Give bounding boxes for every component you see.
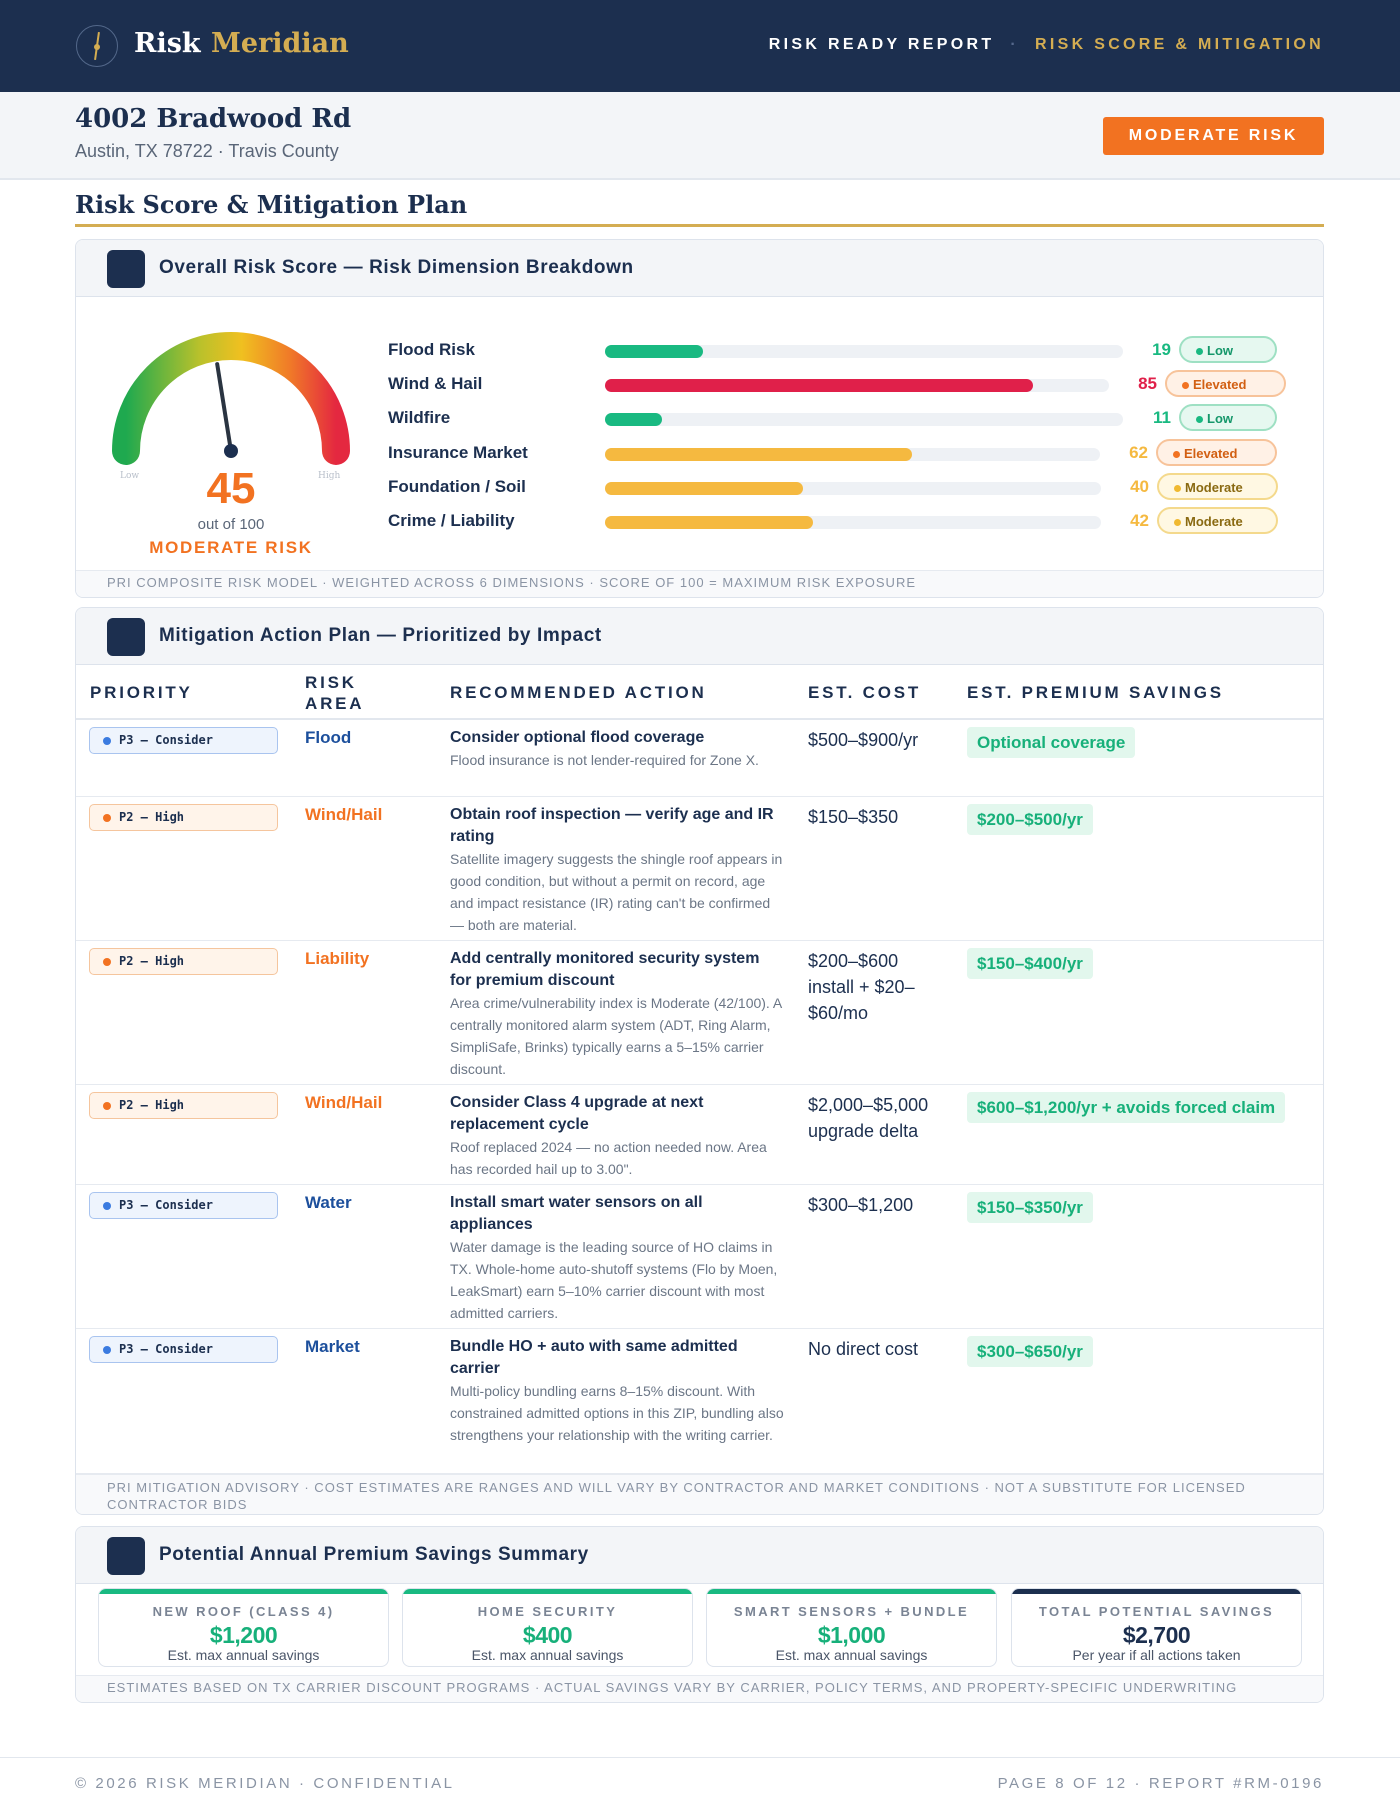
savings-box-value: $1,200 [209,1622,278,1648]
gauge-score: 45 [206,464,256,513]
savings-box [98,1588,389,1667]
premium-savings: Optional coverage [967,727,1135,758]
dimension-score: 42 [1130,511,1149,530]
mitigation-card-header [76,608,1323,665]
risk-area: Market [305,1337,360,1356]
savings-footnote: ESTIMATES BASED ON TX CARRIER DISCOUNT PROGRAMS · ACTUAL SAVINGS VARY BY CARRIER, POLICY TERMS, AND PROPERTY-SPECIFIC UNDERWRITING [76,1675,1323,1702]
gauge-needle [217,364,231,451]
total-savings-box [1011,1588,1302,1667]
action-detail: Water damage is the leading source of HO claims in TX. Whole-home auto-shutoff systems (Flo by Moen, LeakSmart) earn 5–10% carrier discount with most admitted carriers. [450,1239,778,1321]
dimension-level-badge [1165,370,1286,397]
premium-savings: $300–$650/yr [967,1336,1093,1367]
premium-savings: $200–$500/yr [967,804,1093,835]
action-title: Consider Class 4 upgrade at next replacement cycle [450,1094,704,1133]
dimension-bar-fill [605,379,1033,392]
dimension-name: Insurance Market [388,443,528,462]
premium-savings: $150–$350/yr [967,1192,1093,1223]
savings-box-accent [99,1589,388,1594]
dimension-bar-fill [605,413,662,426]
premium-savings: $600–$1,200/yr + avoids forced claim [967,1092,1285,1123]
nav-separator: · [1010,36,1020,53]
dimension-bar-fill [605,482,803,495]
dimension-score: 62 [1129,443,1148,462]
savings-box-value: $400 [522,1622,573,1648]
savings-box [402,1588,693,1667]
dimension-bar-track [605,379,1109,392]
savings-box-label: NEW ROOF (CLASS 4) [152,1604,335,1619]
estimated-cost: $500–$900/yr [808,730,919,750]
table-row [76,720,1323,797]
savings-summary-card [75,1526,1324,1703]
priority-label: P2 — High [119,810,185,824]
col-risk-area: RISK AREA [305,673,365,713]
recommended-action [450,1336,785,1446]
savings-box-accent [707,1589,996,1594]
dimension-level-badge [1156,439,1277,466]
recommended-action [450,948,785,1080]
risk-area: Flood [305,728,352,747]
dimension-level-badge [1179,404,1277,431]
col-action: RECOMMENDED ACTION [450,683,707,702]
gauge-out-of: out of 100 [197,516,265,533]
savings-card-title: Potential Annual Premium Savings Summary [159,1544,589,1565]
savings-box-label: SMART SENSORS + BUNDLE [733,1604,970,1619]
dimension-bar-fill [605,516,813,529]
dimension-name: Wind & Hail [388,374,483,393]
table-row [76,941,1323,1085]
priority-badge [89,948,278,975]
risk-area: Water [305,1193,352,1212]
logo-word-meridian: Meridian [211,28,349,59]
compass-logo-icon [76,25,118,67]
savings-box-caption: Est. max annual savings [167,1647,320,1663]
risk-dimension-row [388,404,1308,434]
dimension-bar-fill [605,345,703,358]
mitigation-table-header [76,665,1323,720]
savings-box [706,1588,997,1667]
gauge-hub [224,444,238,458]
action-title: Bundle HO + auto with same admitted carrier [450,1338,738,1377]
estimated-cost: No direct cost [808,1339,919,1359]
action-detail: Flood insurance is not lender-required for Zone X. [450,752,759,768]
dimension-name: Crime / Liability [388,511,515,530]
top-bar [0,0,1400,92]
action-detail: Satellite imagery suggests the shingle roof appears in good condition, but without a permit on record, age and impact resistance (IR) rating can't be confirmed — both are material. [450,851,783,933]
piggy-bank-icon [107,1537,145,1575]
gauge-dial [106,327,356,487]
property-address: 4002 Bradwood Rd [75,104,352,134]
risk-dimension-row [388,370,1308,400]
gauge-arc [126,346,336,451]
nav-section-title: RISK SCORE & MITIGATION [1035,36,1324,53]
savings-box-accent [403,1589,692,1594]
col-savings: EST. PREMIUM SAVINGS [967,683,1224,702]
savings-box-caption: Est. max annual savings [775,1647,928,1663]
savings-box-value: $2,700 [1122,1622,1191,1648]
dimension-level-badge [1157,507,1278,534]
dimension-score: 85 [1138,374,1157,393]
estimated-cost: $150–$350 [808,807,899,827]
logo-word-risk: Risk [134,28,201,59]
dimension-level-label: Moderate [1185,514,1243,529]
clipboard-icon [107,618,145,656]
risk-score-card-header [76,240,1323,297]
premium-savings: $150–$400/yr [967,948,1093,979]
recommended-action [450,727,785,771]
savings-box-caption: Per year if all actions taken [1072,1647,1241,1663]
estimated-cost: $300–$1,200 [808,1195,914,1215]
dimension-level-label: Elevated [1193,377,1247,392]
dimension-bar-track [605,345,1123,358]
dimension-level-label: Moderate [1185,480,1243,495]
priority-badge [89,1092,278,1119]
priority-badge [89,1192,278,1219]
col-cost: EST. COST [808,683,922,702]
title-divider [75,224,1324,227]
dimension-level-badge [1157,473,1278,500]
priority-badge [89,804,278,831]
dimension-level-badge [1179,336,1277,363]
savings-box-value: $1,000 [817,1622,886,1648]
dimension-bar-fill [605,448,912,461]
dimension-name: Foundation / Soil [388,477,526,496]
savings-box-caption: Est. max annual savings [471,1647,624,1663]
risk-dimension-row [388,507,1308,537]
action-detail: Multi-policy bundling earns 8–15% discount. With constrained admitted options in this ZIP, bundling also strengthens your relationship with the writing carrier. [450,1383,784,1443]
property-header [0,92,1400,180]
risk-area: Liability [305,949,370,968]
gauge-high-label: High [318,471,341,481]
risk-dimension-row [388,336,1308,366]
dimension-level-label: Low [1207,343,1233,358]
action-detail: Roof replaced 2024 — no action needed now. Area has recorded hail up to 3.00". [450,1139,767,1177]
property-location: Austin, TX 78722 · Travis County [75,141,339,161]
risk-score-footnote: PRI COMPOSITE RISK MODEL · WEIGHTED ACROSS 6 DIMENSIONS · SCORE OF 100 = MAXIMUM RISK EXPOSURE [76,570,1323,597]
dimension-bar-track [605,516,1101,529]
priority-label: P2 — High [119,954,185,968]
table-row [76,1085,1323,1185]
col-priority: PRIORITY [90,683,193,702]
dimension-bar-track [605,413,1123,426]
footer-page-number: PAGE 8 OF 12 · REPORT #RM-0196 [997,1775,1324,1792]
top-nav [769,36,1324,54]
priority-label: P3 — Consider [119,1198,213,1212]
risk-dimension-row [388,439,1308,469]
action-title: Consider optional flood coverage [450,729,705,746]
chart-icon [107,250,145,288]
dimension-score: 11 [1153,408,1171,427]
recommended-action [450,1092,785,1180]
table-row [76,1185,1323,1329]
mitigation-card-title: Mitigation Action Plan — Prioritized by Impact [159,625,602,646]
action-detail: Area crime/vulnerability index is Moderate (42/100). A centrally monitored alarm system (ADT, Ring Alarm, SimpliSafe, Brinks) typically earns a 5–15% carrier discount. [450,995,782,1077]
gauge-risk-label: MODERATE RISK [149,538,313,557]
mitigation-footnote: PRI MITIGATION ADVISORY · COST ESTIMATES ARE RANGES AND WILL VARY BY CONTRACTOR AND MARKET CONDITIONS · NOT A SUBSTITUTE FOR LICENSED CONTRACTOR BIDS [76,1474,1323,1514]
savings-box-label: TOTAL POTENTIAL SAVINGS [1038,1604,1275,1619]
table-row [76,797,1323,941]
table-row [76,1329,1323,1474]
recommended-action [450,1192,785,1324]
nav-report-title: RISK READY REPORT [768,36,995,53]
savings-box-accent [1012,1589,1301,1594]
overall-risk-badge: MODERATE RISK [1103,117,1324,155]
dimension-name: Flood Risk [388,340,475,359]
dimension-name: Wildfire [388,408,451,427]
dimension-score: 19 [1152,340,1171,359]
savings-box-label: HOME SECURITY [477,1604,618,1619]
risk-score-card [75,239,1324,598]
dimension-bar-track [605,482,1101,495]
footer-copyright: © 2026 RISK MERIDIAN · CONFIDENTIAL [75,1775,455,1792]
dimension-bar-track [605,448,1100,461]
risk-dimension-row [388,473,1308,503]
priority-badge [89,727,278,754]
footer-divider [0,1757,1400,1758]
recommended-action [450,804,785,936]
risk-area: Wind/Hail [305,1093,383,1112]
action-title: Obtain roof inspection — verify age and IR rating [450,806,774,845]
dimension-score: 40 [1130,477,1149,496]
risk-area: Wind/Hail [305,805,383,824]
risk-score-card-title: Overall Risk Score — Risk Dimension Breakdown [159,257,634,278]
risk-gauge [76,297,386,567]
savings-card-header [76,1527,1323,1584]
estimated-cost: $200–$600 install + $20–$60/mo [808,951,915,1023]
dimension-level-label: Low [1207,411,1233,426]
priority-label: P3 — Consider [119,733,213,747]
priority-badge [89,1336,278,1363]
action-title: Add centrally monitored security system for premium discount [450,950,760,989]
page-title: Risk Score & Mitigation Plan [75,190,468,219]
gauge-low-label: Low [120,471,140,481]
dimension-level-label: Elevated [1184,446,1238,461]
priority-label: P2 — High [119,1098,185,1112]
action-title: Install smart water sensors on all appliances [450,1194,703,1233]
priority-label: P3 — Consider [119,1342,213,1356]
mitigation-card [75,607,1324,1515]
estimated-cost: $2,000–$5,000 upgrade delta [808,1095,929,1141]
